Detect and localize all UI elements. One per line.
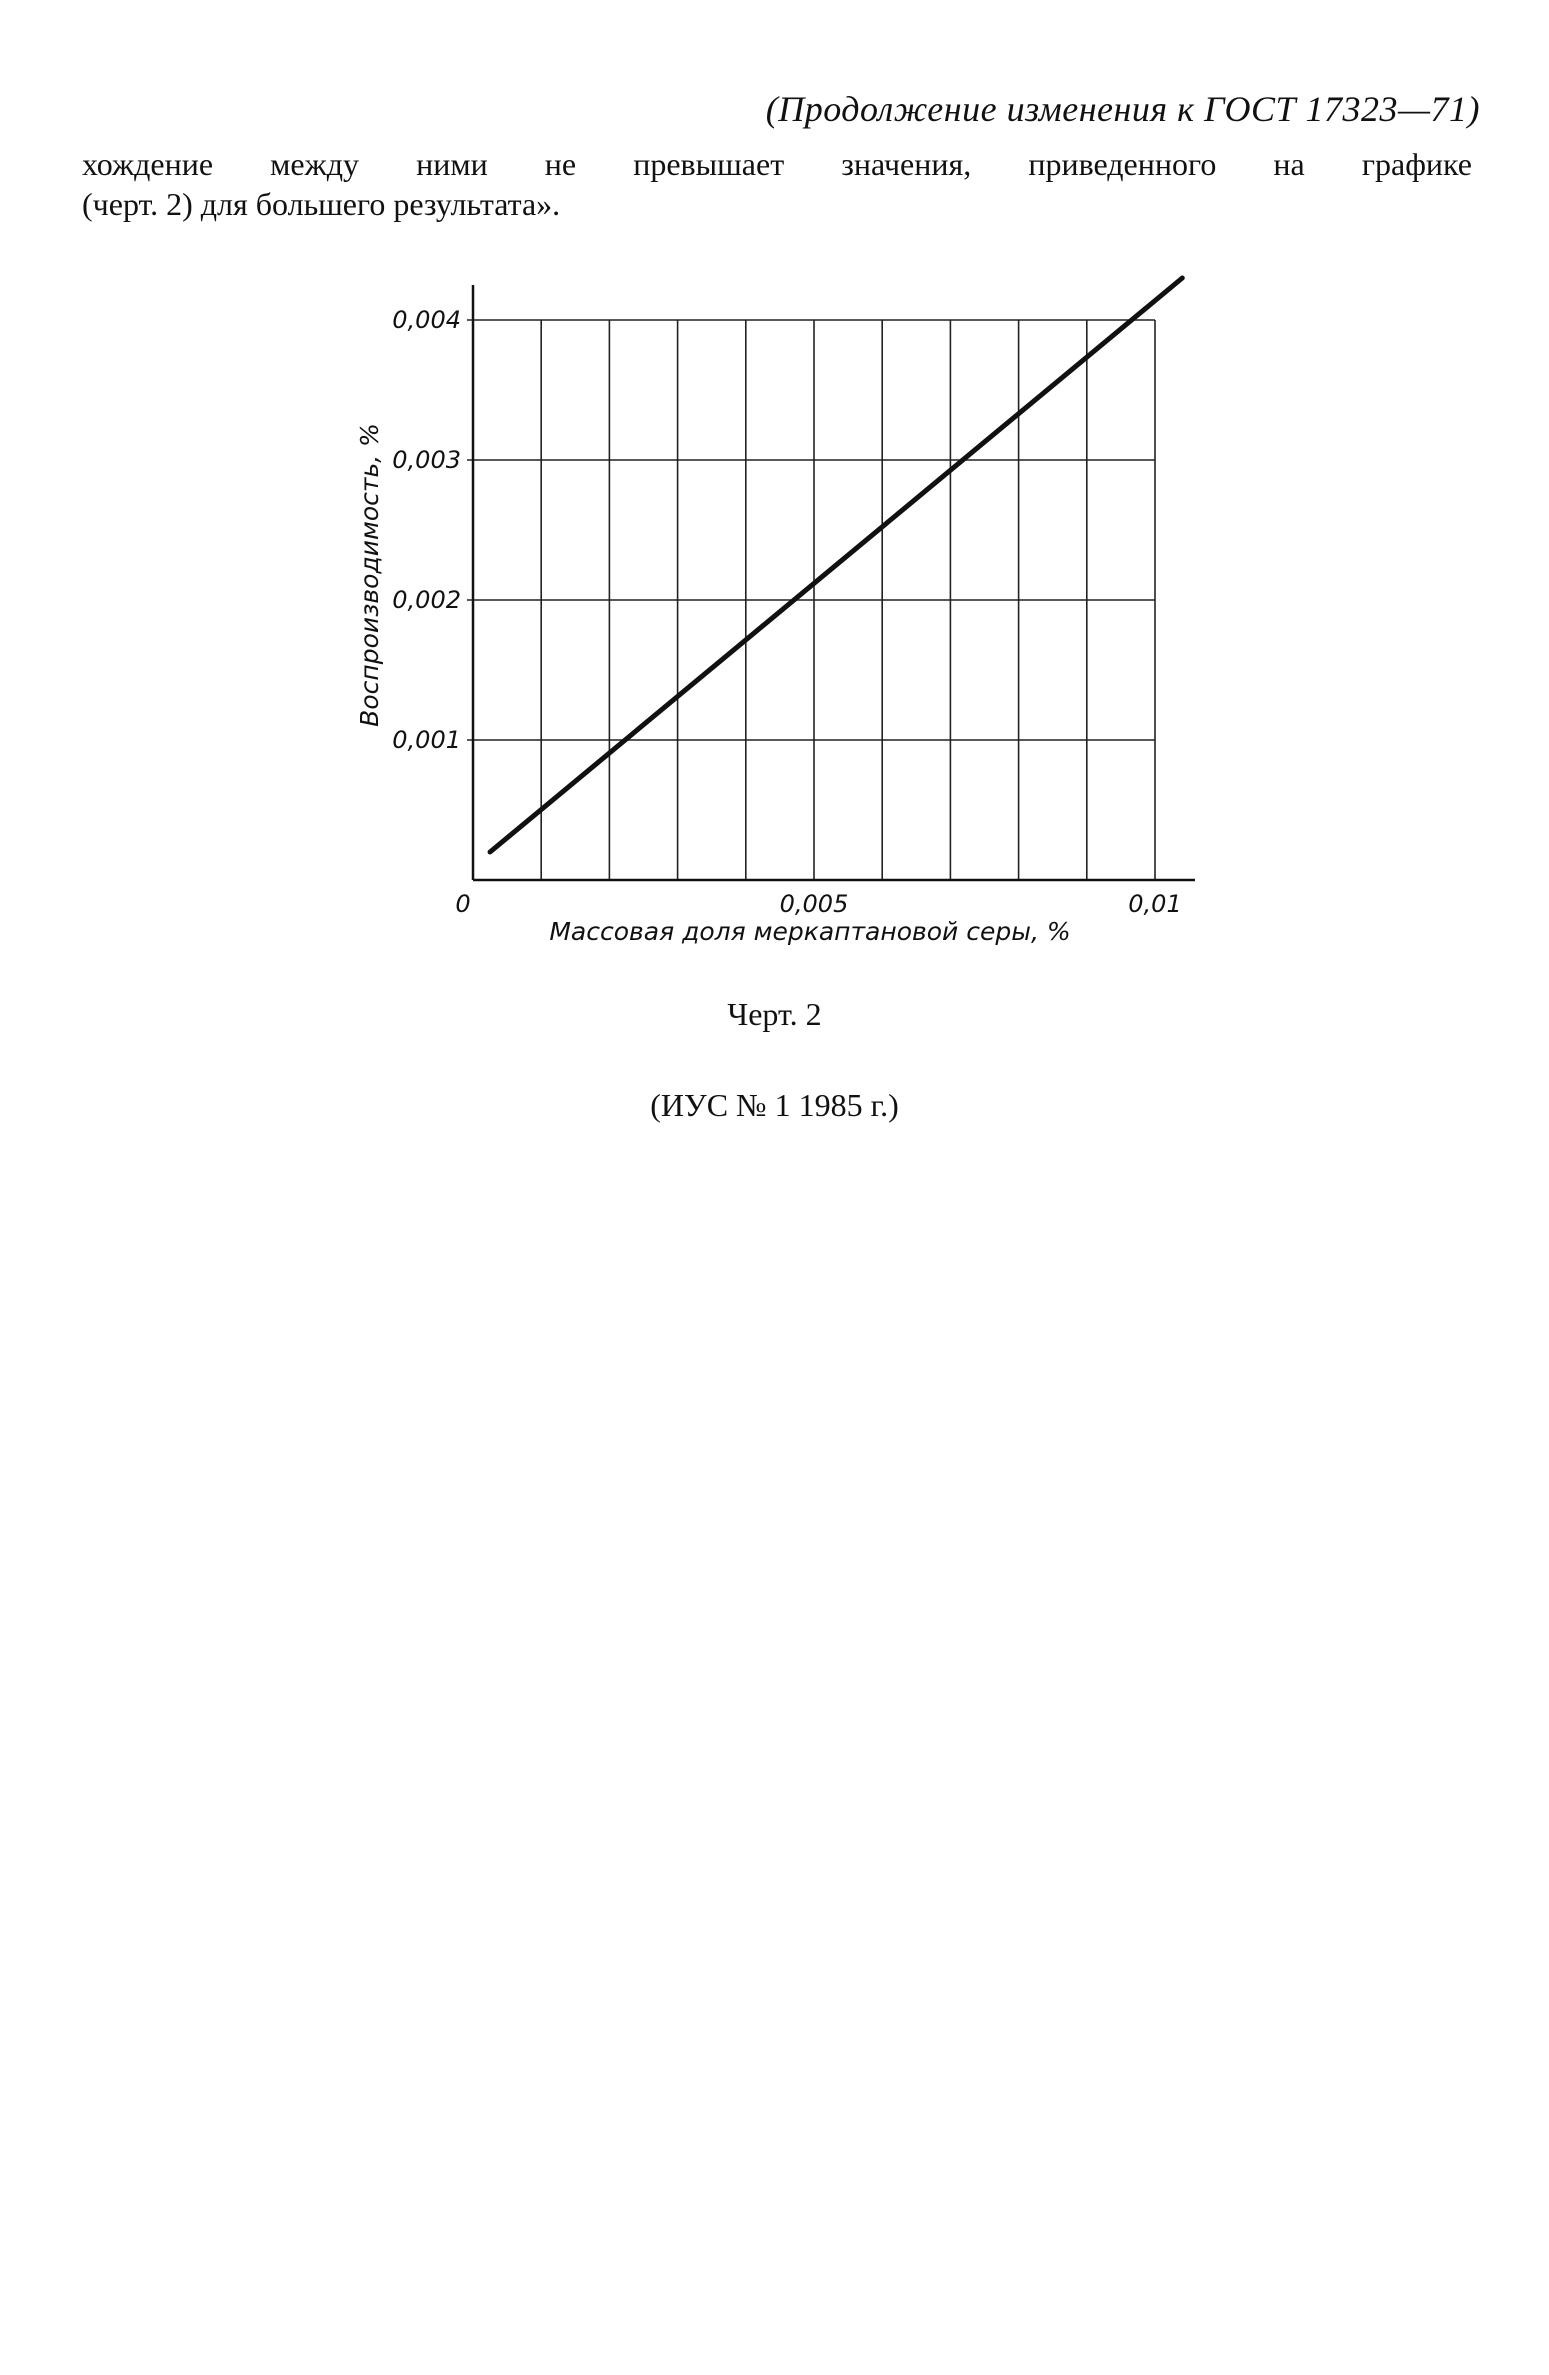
page-header: (Продолжение изменения к ГОСТ 17323—71) bbox=[765, 89, 1480, 129]
ius-reference: (ИУС № 1 1985 г.) bbox=[650, 1087, 899, 1123]
x-tick-label: 0,005 bbox=[779, 890, 849, 918]
y-tick-label: 0,002 bbox=[392, 586, 461, 614]
y-axis-label: Воспроизводимость, % bbox=[355, 423, 384, 727]
y-tick-label: 0,004 bbox=[392, 306, 461, 334]
y-tick-label: 0,003 bbox=[392, 446, 461, 474]
reproducibility-chart bbox=[0, 0, 1549, 1000]
x-axis-label: Массовая доля меркаптановой серы, % bbox=[549, 917, 1071, 946]
figure-caption: Черт. 2 bbox=[727, 996, 822, 1032]
body-text-line-1: хождение между ними не превышает значения, приведенного на графике bbox=[82, 146, 1472, 182]
chart-svg bbox=[0, 0, 1549, 1000]
body-text-line-2: (черт. 2) для большего результата». bbox=[82, 186, 561, 222]
series-line bbox=[490, 278, 1182, 852]
x-tick-label: 0,01 bbox=[1128, 890, 1182, 918]
chart-tick-labels bbox=[392, 306, 1181, 918]
chart-grid bbox=[467, 320, 1155, 880]
chart-series bbox=[490, 278, 1182, 852]
x-tick-label: 0 bbox=[455, 890, 471, 918]
y-tick-label: 0,001 bbox=[392, 726, 461, 754]
